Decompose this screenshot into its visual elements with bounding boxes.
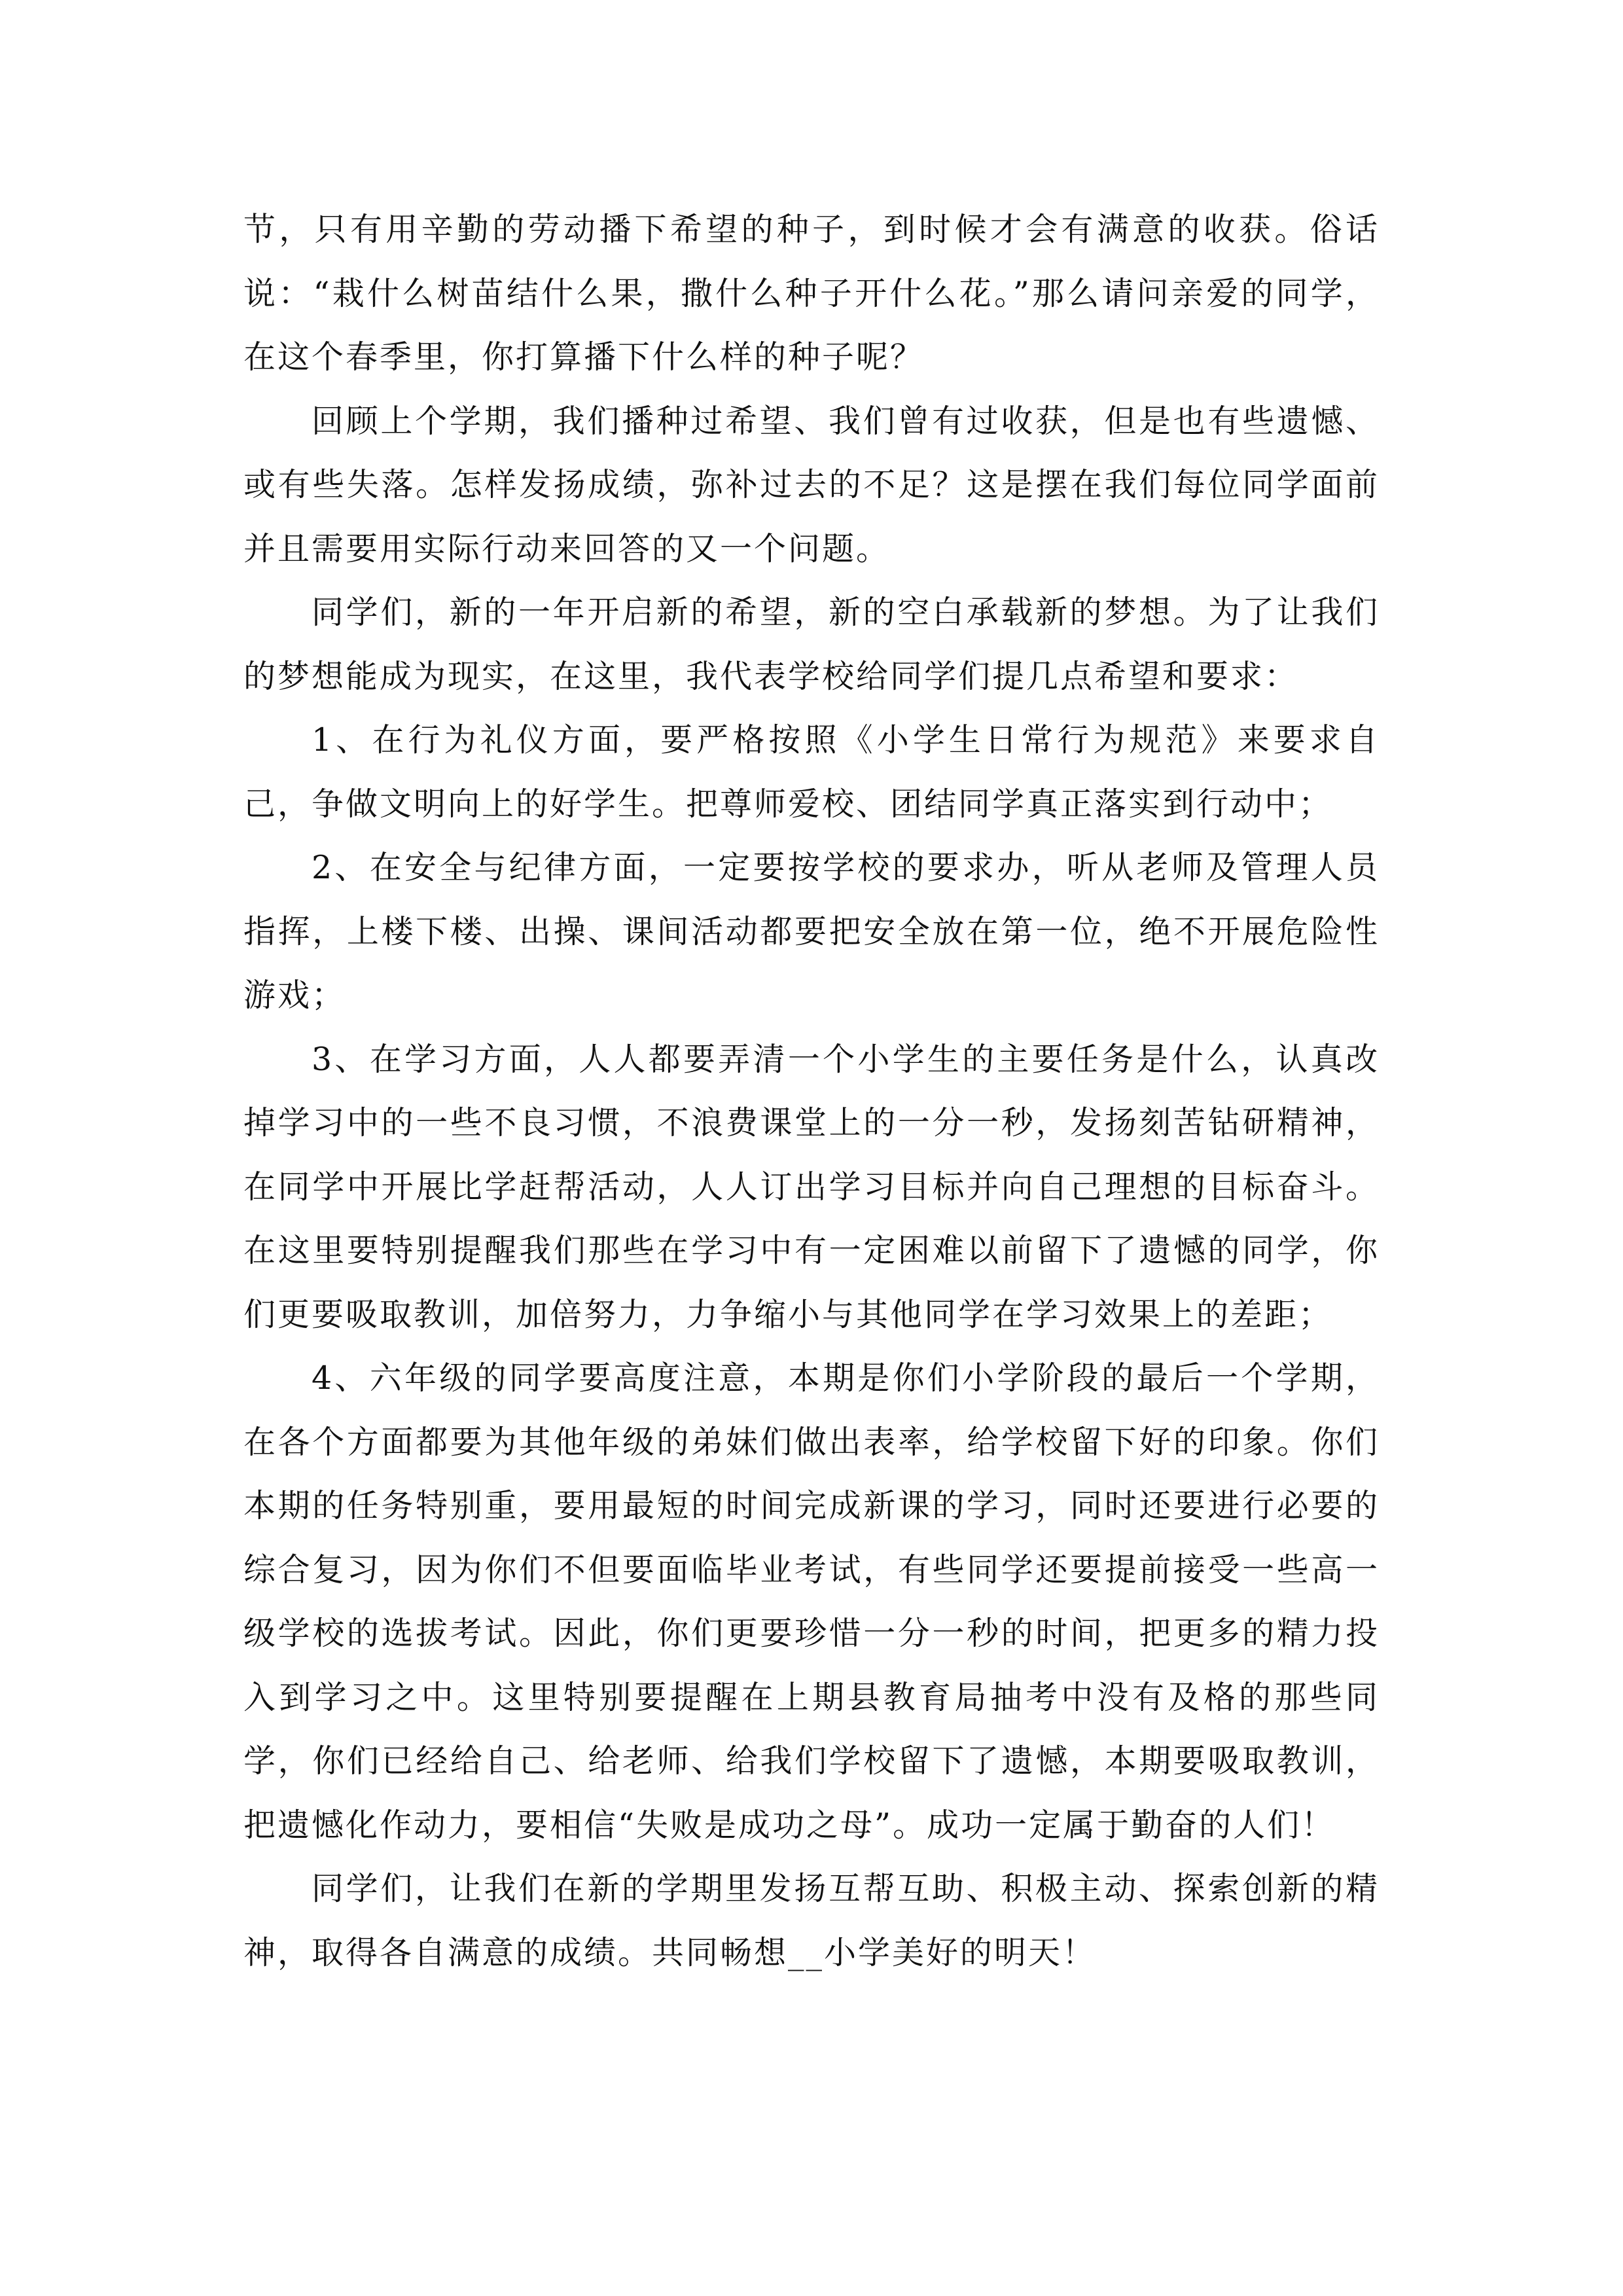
- body-text: [243, 198, 1380, 1984]
- paragraph-item-1: 1、在行为礼仪方面，要严格按照《小学生日常行为规范》来要求自己，争做文明向上的好学生。把尊师爱校、团结同学真正落实到行动中；: [243, 721, 1380, 823]
- closing-paragraph: 同学们，让我们在新的学期里发扬互帮互助、积极主动、探索创新的精神，取得各自满意的成绩。共同畅想__小学美好的明天！: [243, 1870, 1380, 1971]
- paragraph: 回顾上个学期，我们播种过希望、我们曾有过收获，但是也有些遗憾、或有些失落。怎样发扬成绩，弥补过去的不足？这是摆在我们每位同学面前并且需要用实际行动来回答的又一个问题。: [243, 402, 1380, 567]
- paragraph-item-3: 3、在学习方面，人人都要弄清一个小学生的主要任务是什么，认真改掉学习中的一些不良习惯，不浪费课堂上的一分一秒，发扬刻苦钻研精神，在同学中开展比学赶帮活动，人人订出学习目标并向自己理想的目标奋斗。在这里要特别提醒我们那些在学习中有一定困难以前留下了遗憾的同学，你们更要吸取教训，加倍努力，力争缩小与其他同学在学习效果上的差距；: [243, 1040, 1380, 1333]
- paragraph-item-2: 2、在安全与纪律方面，一定要按学校的要求办，听从老师及管理人员指挥，上楼下楼、出操、课间活动都要把安全放在第一位，绝不开展危险性游戏；: [243, 849, 1380, 1014]
- paragraph-item-4: 4、六年级的同学要高度注意，本期是你们小学阶段的最后一个学期，在各个方面都要为其他年级的弟妹们做出表率，给学校留下好的印象。你们本期的任务特别重，要用最短的时间完成新课的学习，同时还要进行必要的综合复习，因为你们不但要面临毕业考试，有些同学还要提前接受一些高一级学校的选拔考试。因此，你们更要珍惜一分一秒的时间，把更多的精力投入到学习之中。这里特别要提醒在上期县教育局抽考中没有及格的那些同学，你们已经给自己、给老师、给我们学校留下了遗憾，本期要吸取教训，把遗憾化作动力，要相信“失败是成功之母”。成功一定属于勤奋的人们！: [243, 1359, 1380, 1844]
- paragraph: 同学们，新的一年开启新的希望，新的空白承载新的梦想。为了让我们的梦想能成为现实，在这里，我代表学校给同学们提几点希望和要求：: [243, 594, 1380, 695]
- paragraph: 节，只有用辛勤的劳动播下希望的种子，到时候才会有满意的收获。俗话说：“栽什么树苗结什么果，撒什么种子开什么花。”那么请问亲爱的同学，在这个春季里，你打算播下什么样的种子呢？: [243, 211, 1380, 376]
